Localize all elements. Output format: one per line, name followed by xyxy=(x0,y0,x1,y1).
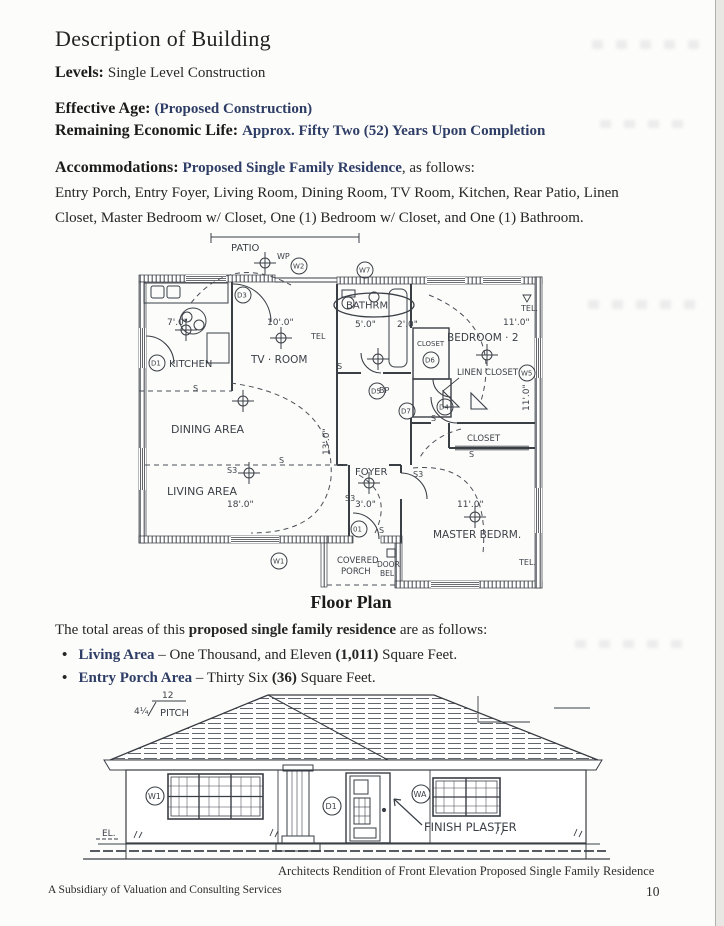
bullet-text: One Thousand, and Eleven xyxy=(165,647,336,663)
roof xyxy=(110,695,598,760)
room-labels xyxy=(167,293,538,578)
svg-text:PITCH: PITCH xyxy=(160,708,190,719)
accommodations-body-1: Entry Porch, Entry Foyer, Living Room, Dining Room, TV Room, Kitchen, Rear Patio, Linen xyxy=(55,185,619,201)
levels-label: Levels: xyxy=(55,64,104,81)
floor-plan-caption: Floor Plan xyxy=(310,592,392,612)
patio-label: PATIO xyxy=(231,243,260,254)
svg-text:13'.0": 13'.0" xyxy=(322,428,332,455)
remaining-life-label: Remaining Economic Life: xyxy=(55,122,239,139)
levels-value: Single Level Construction xyxy=(107,65,266,81)
page-number: 10 xyxy=(646,884,660,899)
elevation-caption: Architects Rendition of Front Elevation Proposed Single Family Residence xyxy=(278,864,655,878)
closet-master-label: CLOSET xyxy=(467,434,501,444)
svg-text:11'.0": 11'.0" xyxy=(503,318,530,328)
remaining-life-value: Approx. Fifty Two (52) Years Upon Completion xyxy=(242,123,546,139)
svg-text:S: S xyxy=(469,450,475,459)
svg-text:S: S xyxy=(379,526,385,535)
bullet-icon: • xyxy=(62,670,68,686)
svg-text:11'.0": 11'.0" xyxy=(457,500,484,510)
elevation-drawing xyxy=(38,686,623,864)
page-title: Description of Building xyxy=(55,26,271,51)
svg-text:W1: W1 xyxy=(273,557,285,566)
bleed-through-artifact xyxy=(575,640,695,648)
bullet-dash: – xyxy=(158,647,166,663)
svg-text:W2: W2 xyxy=(293,262,305,271)
svg-text:W1: W1 xyxy=(148,792,161,801)
bathroom-label: BATHRM xyxy=(346,300,389,312)
el-note xyxy=(96,829,120,839)
svg-text:D7: D7 xyxy=(401,407,411,416)
effective-age-value: (Proposed Construction) xyxy=(154,101,313,117)
svg-text:BP: BP xyxy=(379,386,390,395)
bedroom-label: BEDROOM · 2 xyxy=(447,332,519,344)
footer-text: A Subsidiary of Valuation and Consulting Services xyxy=(48,884,282,896)
bullet-name: Entry Porch Area xyxy=(78,670,193,686)
areas-intro-prefix: The total areas of this xyxy=(55,622,189,638)
svg-text:S: S xyxy=(431,414,437,423)
effective-age-label: Effective Age: xyxy=(55,100,151,117)
pitch-annotation xyxy=(134,691,189,719)
areas-intro-bold: proposed single family residence xyxy=(188,622,397,638)
house-body xyxy=(126,770,586,843)
linen-closet-label: LINEN CLOSET xyxy=(457,368,519,378)
floor-plan-svg xyxy=(130,233,572,593)
bullet-living-area xyxy=(62,647,457,664)
svg-text:7'.0": 7'.0" xyxy=(167,318,188,328)
svg-text:W7: W7 xyxy=(359,266,371,275)
bullet-text: Thirty Six xyxy=(203,670,272,686)
svg-text:S3: S3 xyxy=(345,494,356,503)
svg-text:S3: S3 xyxy=(227,466,238,475)
svg-text:S: S xyxy=(279,456,285,465)
door-bell-1: DOOR xyxy=(377,560,400,569)
accommodations-highlight: Proposed Single Family Residence xyxy=(182,160,402,176)
svg-text:S3: S3 xyxy=(413,470,424,479)
bullet-icon: • xyxy=(62,647,68,663)
dining-label: DINING AREA xyxy=(171,423,245,436)
areas-intro-suffix: are as follows: xyxy=(396,622,488,638)
svg-text:FINISH PLASTER: FINISH PLASTER xyxy=(424,820,517,834)
svg-text:D4: D4 xyxy=(439,403,449,412)
foyer-label: FOYER xyxy=(355,467,388,478)
svg-text:D6: D6 xyxy=(425,356,435,365)
bleed-through-artifact xyxy=(588,300,698,309)
svg-text:WA: WA xyxy=(413,790,427,799)
areas-intro xyxy=(55,622,487,639)
bullet-name: Living Area xyxy=(78,647,155,663)
svg-text:EL.: EL. xyxy=(102,829,116,839)
kitchen-label: KITCHEN xyxy=(169,359,213,370)
svg-text:12: 12 xyxy=(162,691,174,701)
bullet-text: Square Feet. xyxy=(296,670,376,686)
svg-text:3'.0": 3'.0" xyxy=(355,500,376,510)
svg-text:4¼: 4¼ xyxy=(134,707,149,717)
tel-bottom-label: TEL. xyxy=(519,558,536,567)
svg-text:WP: WP xyxy=(277,252,290,261)
tel-label: TEL xyxy=(311,332,326,341)
remaining-life-line xyxy=(55,122,545,140)
accommodations-body-2: Closet, Master Bedroom w/ Closet, One (1) Bedroom w/ Closet, and One (1) Bathroom. xyxy=(55,210,584,226)
living-label: LIVING AREA xyxy=(167,485,238,498)
accommodations-suffix: , as follows: xyxy=(401,160,475,176)
bullet-dash: – xyxy=(195,670,204,686)
svg-text:S: S xyxy=(193,384,199,393)
master-label: MASTER BEDRM. xyxy=(433,529,522,541)
door-arcs xyxy=(146,284,487,539)
elevation-svg xyxy=(38,686,623,864)
accommodations-label: Accommodations: xyxy=(55,159,179,176)
svg-text:D3: D3 xyxy=(237,291,247,300)
bullet-value: (1,011) xyxy=(335,647,379,663)
door-bell-2: BEL xyxy=(380,569,395,578)
svg-text:D5: D5 xyxy=(371,387,381,396)
levels-line xyxy=(55,64,265,82)
svg-text:11'.0": 11'.0" xyxy=(522,384,532,411)
svg-text:2'.0": 2'.0" xyxy=(397,320,418,330)
svg-text:01: 01 xyxy=(353,525,362,534)
scan-page-edge xyxy=(715,0,724,926)
closet-small-label: CLOSET xyxy=(417,340,445,348)
fascia xyxy=(104,760,602,770)
tel-right-label: TEL. xyxy=(521,304,538,313)
floor-plan-drawing xyxy=(130,233,572,593)
bullet-value: (36) xyxy=(271,670,297,686)
porch-label-2: PORCH xyxy=(341,567,371,577)
effective-age-line xyxy=(55,100,312,118)
bleed-through-artifact xyxy=(592,40,700,49)
svg-text:W5: W5 xyxy=(521,369,533,378)
svg-text:D1: D1 xyxy=(325,802,337,811)
accommodations-line xyxy=(55,159,475,177)
svg-text:D1: D1 xyxy=(151,359,161,368)
bleed-through-artifact xyxy=(600,120,690,128)
svg-text:S: S xyxy=(337,362,343,371)
bullet-entry-porch-area xyxy=(62,670,376,687)
svg-text:10'.0": 10'.0" xyxy=(267,318,294,328)
wiring-arcs xyxy=(191,273,486,553)
tv-room-label: TV · ROOM xyxy=(251,354,308,366)
svg-text:18'.0": 18'.0" xyxy=(227,500,254,510)
porch-label-1: COVERED xyxy=(337,556,379,566)
svg-text:5'.0": 5'.0" xyxy=(355,320,376,330)
bullet-text: Square Feet. xyxy=(378,647,458,663)
